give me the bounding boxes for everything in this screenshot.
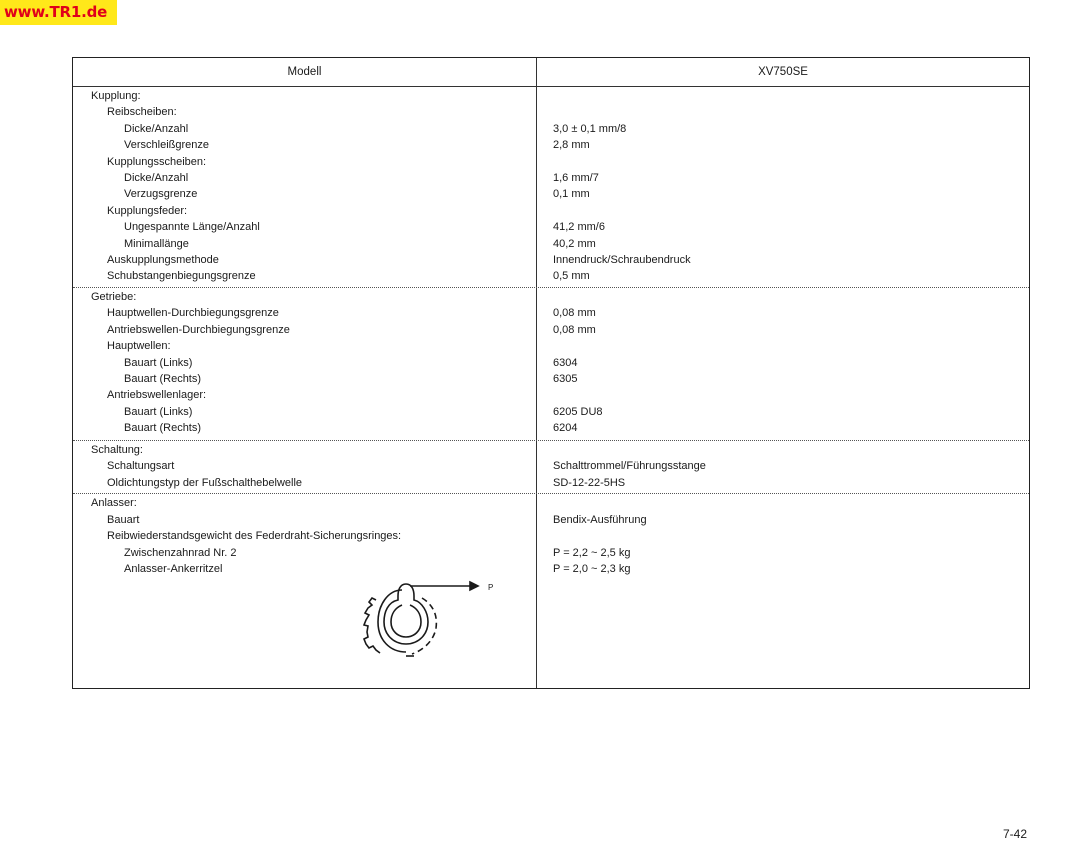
row-value: 3,0 ± 0,1 mm/8 [553, 122, 627, 135]
row-value: 41,2 mm/6 [553, 221, 605, 234]
section-divider [73, 287, 1029, 288]
row-label: Kupplung: [91, 90, 141, 102]
row-value: Bendix-Ausführung [553, 514, 647, 526]
row-label: Anlasser-Ankerritzel [124, 563, 223, 576]
header-model-label: Modell [287, 66, 322, 78]
spec-table [72, 57, 1030, 689]
table-row [73, 528, 1029, 544]
row-label: Kupplungsscheiben: [107, 155, 207, 168]
row-value: Schalttrommel/Führungsstange [553, 460, 706, 473]
table-row [73, 561, 1029, 577]
row-label: Anlasser: [91, 497, 137, 509]
row-label: Zwischenzahnrad Nr. 2 [124, 546, 237, 559]
table-row [73, 203, 1029, 219]
table-header [73, 58, 1029, 87]
table-row [73, 458, 1029, 474]
row-value: 2,8 mm [553, 139, 590, 152]
header-model-value: XV750SE [758, 66, 808, 78]
table-row [73, 545, 1029, 561]
table-row [73, 137, 1029, 153]
table-row [73, 121, 1029, 137]
row-label: Kupplungsfeder: [107, 204, 188, 217]
table-row [73, 88, 1029, 104]
row-label: Auskupplungsmethode [107, 254, 219, 266]
table-row [73, 104, 1029, 120]
row-value: P = 2,2 ~ 2,5 kg [553, 546, 631, 559]
row-label: Antriebswellen-Durchbiegungsgrenze [107, 323, 290, 336]
table-row [73, 420, 1029, 436]
row-label: Minimallänge [124, 237, 189, 250]
row-label: Bauart (Links) [124, 405, 193, 418]
table-row [73, 154, 1029, 170]
table-row [73, 355, 1029, 371]
table-row [73, 219, 1029, 235]
table-row [73, 252, 1029, 268]
snap-ring-outer [378, 590, 406, 652]
row-value: 0,08 mm [553, 323, 596, 336]
row-label: Verzugsgrenze [124, 188, 198, 201]
row-value: 1,6 mm/7 [553, 172, 599, 184]
row-label: Ungespannte Länge/Anzahl [124, 221, 260, 234]
table-row [73, 442, 1029, 458]
row-label: Schaltung: [91, 444, 143, 456]
row-value: 6205 DU8 [553, 405, 603, 418]
row-label: Bauart (Links) [124, 356, 193, 369]
row-label: Reibwiederstandsgewicht des Federdraht-Sicherungsringes: [107, 530, 402, 543]
row-label: Getriebe: [91, 291, 137, 303]
table-row [73, 475, 1029, 491]
snap-ring-inner [391, 605, 421, 637]
row-label: Schubstangenbiegungsgrenze [107, 270, 256, 283]
row-label: Hauptwellen-Durchbiegungsgrenze [107, 307, 279, 320]
table-row [73, 387, 1029, 403]
row-label: Hauptwellen: [107, 340, 171, 353]
table-row [73, 186, 1029, 202]
table-row [73, 495, 1029, 511]
row-value: SD-12-22-5HS [553, 476, 626, 489]
section-divider [73, 440, 1029, 441]
row-label: Bauart (Rechts) [124, 373, 202, 385]
arrow-label: P [488, 583, 494, 592]
watermark-logo: www.TR1.de [0, 0, 117, 25]
row-label: Antriebswellenlager: [107, 389, 207, 402]
row-label: Verschleißgrenze [124, 139, 209, 152]
table-row [73, 170, 1029, 186]
table-row [73, 404, 1029, 420]
row-label: Dicke/Anzahl [124, 122, 189, 135]
row-value: Innendruck/Schraubendruck [553, 254, 691, 266]
row-value: 0,08 mm [553, 307, 596, 320]
table-row [73, 236, 1029, 252]
row-value: 0,1 mm [553, 188, 590, 201]
row-label: Bauart (Rechts) [124, 422, 202, 435]
row-value: P = 2,0 ~ 2,3 kg [553, 563, 631, 576]
table-row [73, 305, 1029, 321]
dashed-arc [412, 598, 436, 654]
row-label: Oldichtungstyp der Fußschalthebelwelle [107, 476, 303, 489]
table-row [73, 338, 1029, 354]
row-label: Dicke/Anzahl [124, 172, 189, 184]
table-row [73, 322, 1029, 338]
circlip-diagram [358, 580, 508, 670]
row-value: 6305 [553, 373, 578, 385]
table-row [73, 512, 1029, 528]
row-label: Bauart [107, 514, 140, 526]
table-row [73, 371, 1029, 387]
row-label: Reibscheiben: [107, 106, 177, 119]
row-value: 0,5 mm [553, 270, 590, 283]
table-row [73, 268, 1029, 284]
table-row [73, 289, 1029, 305]
section-divider [73, 493, 1029, 494]
row-value: 40,2 mm [553, 237, 596, 250]
row-value: 6304 [553, 356, 578, 369]
row-value: 6204 [553, 422, 578, 435]
row-label: Schaltungsart [107, 460, 175, 473]
page-number: 7-42 [1003, 827, 1028, 841]
